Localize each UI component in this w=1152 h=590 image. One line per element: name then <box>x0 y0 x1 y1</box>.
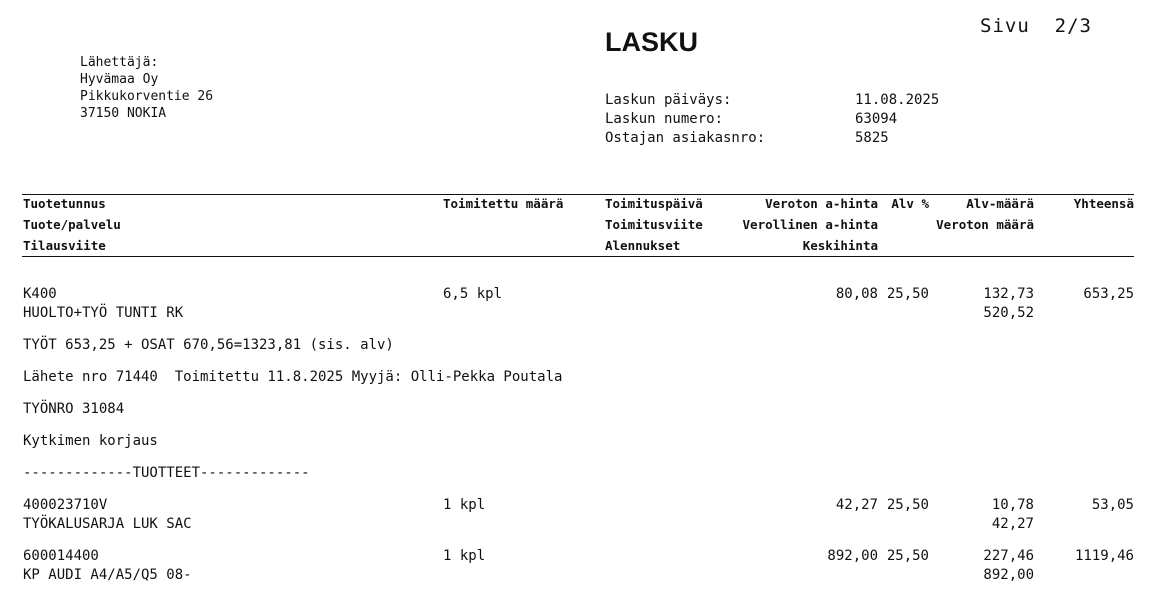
header-avg-price: Keskihinta <box>802 238 878 253</box>
row-product-code: K400 <box>23 286 57 302</box>
sender-postal: 37150 NOKIA <box>80 106 167 121</box>
header-order-ref: Tilausviite <box>23 238 106 253</box>
row-qty: 1 kpl <box>443 548 486 564</box>
row-qty: 6,5 kpl <box>443 286 503 302</box>
row-vat-pct: 25,50 <box>886 548 929 564</box>
note-line: TYÖNRO 31084 <box>23 401 125 417</box>
page-indicator: Sivu 2/3 <box>980 15 1092 37</box>
row-unit-price: 80,08 <box>835 286 878 302</box>
header-vat-amount: Alv-määrä <box>966 196 1034 211</box>
row-unit-price: 42,27 <box>835 497 878 513</box>
row-vat-pct: 25,50 <box>886 286 929 302</box>
row-vat-amount: 132,73 <box>983 286 1034 302</box>
header-unit-price-excl: Veroton a-hinta <box>765 196 878 211</box>
row-unit-price: 892,00 <box>827 548 878 564</box>
row-product-code: 400023710V <box>23 497 108 513</box>
sender-company: Hyvämaa Oy <box>80 72 159 87</box>
invoice-number-label: Laskun numero: <box>605 111 724 127</box>
header-product: Tuote/palvelu <box>23 217 121 232</box>
row-amount-excl: 42,27 <box>991 516 1034 532</box>
header-vat-pct: Alv % <box>891 196 929 211</box>
sender-label: Lähettäjä: <box>80 55 159 70</box>
invoice-date-label: Laskun päiväys: <box>605 92 732 108</box>
invoice-number-value: 63094 <box>855 111 898 127</box>
note-line: Lähete nro 71440 Toimitettu 11.8.2025 Myyjä: Olli-Pekka Poutala <box>23 369 563 385</box>
invoice-date-value: 11.08.2025 <box>855 92 940 108</box>
header-product-code: Tuotetunnus <box>23 196 106 211</box>
customer-number-label: Ostajan asiakasnro: <box>605 130 766 146</box>
row-amount-excl: 892,00 <box>983 567 1034 583</box>
row-product-name: TYÖKALUSARJA LUK SAC <box>23 516 192 532</box>
row-total: 1119,46 <box>1074 548 1134 564</box>
row-vat-amount: 10,78 <box>991 497 1034 513</box>
document-title: LASKU <box>605 27 698 57</box>
note-line: TYÖT 653,25 + OSAT 670,56=1323,81 (sis. alv) <box>23 337 394 353</box>
header-delivered-qty: Toimitettu määrä <box>443 196 564 211</box>
row-vat-amount: 227,46 <box>983 548 1034 564</box>
header-discounts: Alennukset <box>605 238 681 253</box>
header-delivery-ref: Toimitusviite <box>605 217 703 232</box>
sender-street: Pikkukorventie 26 <box>80 89 214 104</box>
table-header-bottom-rule <box>22 256 1134 257</box>
row-product-name: KP AUDI A4/A5/Q5 08- <box>23 567 192 583</box>
row-vat-pct: 25,50 <box>886 497 929 513</box>
row-total: 53,05 <box>1091 497 1134 513</box>
table-top-rule <box>22 194 1134 195</box>
row-product-code: 600014400 <box>23 548 99 564</box>
header-amount-excl: Veroton määrä <box>936 217 1034 232</box>
note-line: Kytkimen korjaus <box>23 433 158 449</box>
row-qty: 1 kpl <box>443 497 486 513</box>
header-unit-price-incl: Verollinen a-hinta <box>742 217 878 232</box>
row-product-name: HUOLTO+TYÖ TUNTI RK <box>23 305 184 321</box>
customer-number-value: 5825 <box>855 130 889 146</box>
row-total: 653,25 <box>1083 286 1134 302</box>
header-delivery-date: Toimituspäivä <box>605 196 703 211</box>
row-amount-excl: 520,52 <box>983 305 1034 321</box>
section-divider: -------------TUOTTEET------------- <box>23 465 310 481</box>
header-total: Yhteensä <box>1073 196 1134 211</box>
